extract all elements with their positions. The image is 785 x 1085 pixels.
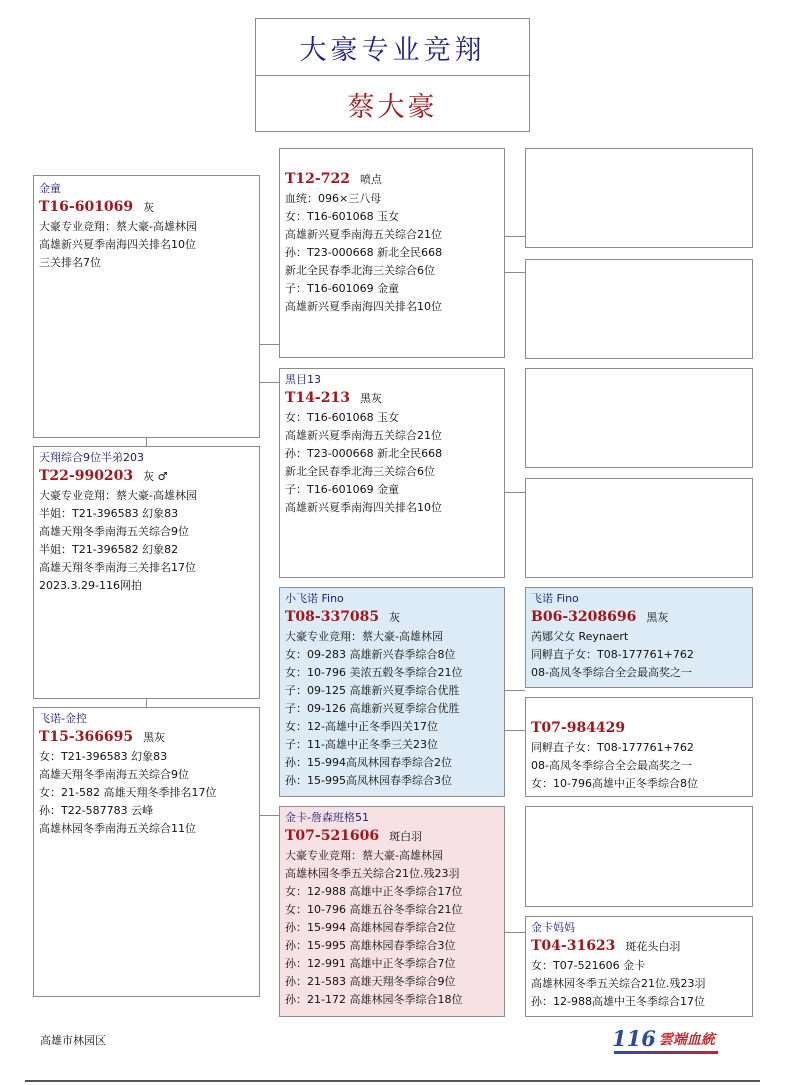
detail-line: 孙：T23-000668 新北全民668 <box>285 447 443 460</box>
dam-dam-card <box>279 806 505 1017</box>
detail-line: 08-高凤冬季综合全会最高奖之一 <box>531 666 692 679</box>
pigeon-label: 飞诺 Fino <box>531 592 579 605</box>
detail-line: 高雄林园冬季五关综合21位.残23羽 <box>531 977 706 990</box>
detail-line: 子：09-125 高雄新兴夏季综合优胜 <box>285 684 460 697</box>
connector-line <box>504 690 525 691</box>
detail-line: 孙：12-988高雄中王冬季综合17位 <box>531 995 705 1008</box>
detail-line: 芮娜父女 Reynaert <box>531 630 629 643</box>
connector-line <box>504 272 525 273</box>
detail-line: 孙：T22-587783 云峰 <box>39 804 154 817</box>
pigeon-label: 金卡-詹森班格51 <box>285 811 369 824</box>
detail-line: 高雄林园冬季五关综合21位.残23羽 <box>285 867 460 880</box>
detail-line: 女：09-283 高雄新兴春季综合8位 <box>285 648 456 661</box>
detail-line: 大豪专业竞翔：蔡大豪-高雄林园 <box>285 630 443 643</box>
dam-sire-card <box>279 587 505 797</box>
detail-line: 08-高凤冬季综合全会最高奖之一 <box>531 759 692 772</box>
detail-line: 子：T16-601069 金童 <box>285 483 400 496</box>
detail-line: 女：10-796 高雄五谷冬季综合21位 <box>285 903 463 916</box>
ring-number: T12-722 <box>285 171 350 187</box>
pigeon-color: 灰 <box>389 611 401 624</box>
connector-line <box>259 382 279 383</box>
ring-number: B06-3208696 <box>531 609 637 625</box>
detail-line: 子：T16-601069 金童 <box>285 282 400 295</box>
bottom-divider <box>25 1080 760 1082</box>
logo-underline <box>614 1051 718 1054</box>
empty-card <box>525 368 753 468</box>
empty-card <box>525 478 753 578</box>
sire-sire-card <box>279 148 505 358</box>
detail-line: 同孵直子女：T08-177761+762 <box>531 741 694 754</box>
pigeon-color: 黑灰 <box>143 731 166 744</box>
detail-line: 大豪专业竞翔：蔡大豪-高雄林园 <box>39 489 197 502</box>
empty-card <box>525 259 753 359</box>
detail-line: 孙：21-583 高雄天翔冬季综合9位 <box>285 975 456 988</box>
detail-line: 2023.3.29-116网拍 <box>39 579 142 592</box>
pigeon-color: 黑灰 <box>646 611 669 624</box>
connector-line <box>259 344 279 345</box>
detail-line: 子：11-高雄中正冬季三关23位 <box>285 738 438 751</box>
dam-sire-sire-card <box>525 587 753 688</box>
connector-line <box>504 236 525 237</box>
detail-line: 同孵直子女：T08-177761+762 <box>531 648 694 661</box>
detail-line: 孙：12-991 高雄中正冬季综合7位 <box>285 957 456 970</box>
detail-line: 女：10-796 美浓五毂冬季综合21位 <box>285 666 463 679</box>
detail-line: 孙：15-995 高雄林园春季综合3位 <box>285 939 456 952</box>
detail-line: 女：T16-601068 玉女 <box>285 210 400 223</box>
empty-card <box>525 806 753 907</box>
detail-line: 大豪专业竞翔：蔡大豪-高雄林园 <box>39 220 197 233</box>
detail-line: 孙：15-994 高雄林园春季综合2位 <box>285 921 456 934</box>
connector-line <box>504 932 525 933</box>
pigeon-label: 天翔综合9位半弟203 <box>39 451 144 464</box>
title-box <box>255 18 530 132</box>
detail-line: 新北全民春季北海三关综合6位 <box>285 264 435 277</box>
pigeon-color: 斑花头白羽 <box>625 940 681 953</box>
sire-dam-card <box>279 368 505 578</box>
logo-text: 雲端血統 <box>658 1032 715 1048</box>
pigeon-color: 喷点 <box>359 173 382 186</box>
ring-number: T14-213 <box>285 390 350 406</box>
ring-number: T08-337085 <box>285 609 380 625</box>
connector-line <box>259 815 279 816</box>
pigeon-label: 黑目13 <box>285 373 321 386</box>
pigeon-label: 金童 <box>39 182 61 195</box>
dam-card <box>33 707 260 997</box>
detail-line: 女：10-796高雄中正冬季综合8位 <box>531 777 698 790</box>
subject-card <box>33 175 260 438</box>
owner-name: 蔡大豪 <box>347 92 438 123</box>
detail-line: 高雄林园冬季南海五关综合11位 <box>39 822 196 835</box>
footer-location: 高雄市林园区 <box>40 1034 106 1047</box>
pigeon-color: 灰 ♂ <box>143 470 168 483</box>
detail-line: 血统：096×三八母 <box>285 192 382 205</box>
ring-number: T22-990203 <box>39 468 134 484</box>
ring-number: T16-601069 <box>39 199 134 215</box>
detail-line: 女：21-582 高雄天翔冬季排名17位 <box>39 786 217 799</box>
empty-card <box>525 148 753 248</box>
detail-line: 孙：15-994高凤林园春季综合2位 <box>285 756 452 769</box>
dam-sire-dam-card <box>525 697 753 797</box>
pigeon-label: 金卡妈妈 <box>531 921 575 934</box>
connector-line <box>504 730 525 731</box>
detail-line: 新北全民春季北海三关综合6位 <box>285 465 435 478</box>
ring-number: T04-31623 <box>531 938 616 954</box>
detail-line: 高雄天翔冬季南海三关排名17位 <box>39 561 196 574</box>
logo <box>612 1028 715 1050</box>
ring-number: T07-521606 <box>285 828 380 844</box>
detail-line: 半姐：T21-396583 幻象83 <box>39 507 179 520</box>
detail-line: 大豪专业竞翔：蔡大豪-高雄林园 <box>285 849 443 862</box>
pigeon-color: 黑灰 <box>359 392 382 405</box>
pigeon-label: 小飞诺 Fino <box>285 592 344 605</box>
detail-line: 女：12-高雄中正冬季四关17位 <box>285 720 438 733</box>
detail-line: 高雄新兴夏季南海五关综合21位 <box>285 228 442 241</box>
detail-line: 孙：15-995高凤林园春季综合3位 <box>285 774 452 787</box>
detail-line: 高雄天翔冬季南海五关综合9位 <box>39 768 189 781</box>
detail-line: 女：12-988 高雄中正冬季综合17位 <box>285 885 463 898</box>
pigeon-color: 灰 <box>143 201 155 214</box>
logo-number: 116 <box>612 1026 656 1051</box>
connector-line <box>504 492 525 493</box>
detail-line: 女：T07-521606 金卡 <box>531 959 646 972</box>
detail-line: 女：T16-601068 玉女 <box>285 411 400 424</box>
detail-line: 高雄天翔冬季南海五关综合9位 <box>39 525 189 538</box>
detail-line: 子：09-126 高雄新兴夏季综合优胜 <box>285 702 460 715</box>
ring-number: T07-984429 <box>531 720 626 736</box>
detail-line: 孙：21-172 高雄林园冬季综合18位 <box>285 993 463 1006</box>
pigeon-color: 斑白羽 <box>389 830 423 843</box>
dam-dam-dam-card <box>525 916 753 1017</box>
detail-line: 半姐：T21-396582 幻象82 <box>39 543 179 556</box>
pigeon-label: 飞诺-金控 <box>39 712 87 725</box>
detail-line: 高雄新兴夏季南海四关排名10位 <box>39 238 196 251</box>
ring-number: T15-366695 <box>39 729 134 745</box>
sire-card <box>33 446 260 699</box>
detail-line: 女：T21-396583 幻象83 <box>39 750 168 763</box>
page-title: 大豪专业竞翔 <box>256 19 529 76</box>
detail-line: 高雄新兴夏季南海四关排名10位 <box>285 300 442 313</box>
connector-line <box>146 698 147 707</box>
detail-line: 高雄新兴夏季南海四关排名10位 <box>285 501 442 514</box>
detail-line: 三关排名7位 <box>39 256 101 269</box>
detail-line: 孙：T23-000668 新北全民668 <box>285 246 443 259</box>
connector-line <box>146 437 147 446</box>
detail-line: 高雄新兴夏季南海五关综合21位 <box>285 429 442 442</box>
